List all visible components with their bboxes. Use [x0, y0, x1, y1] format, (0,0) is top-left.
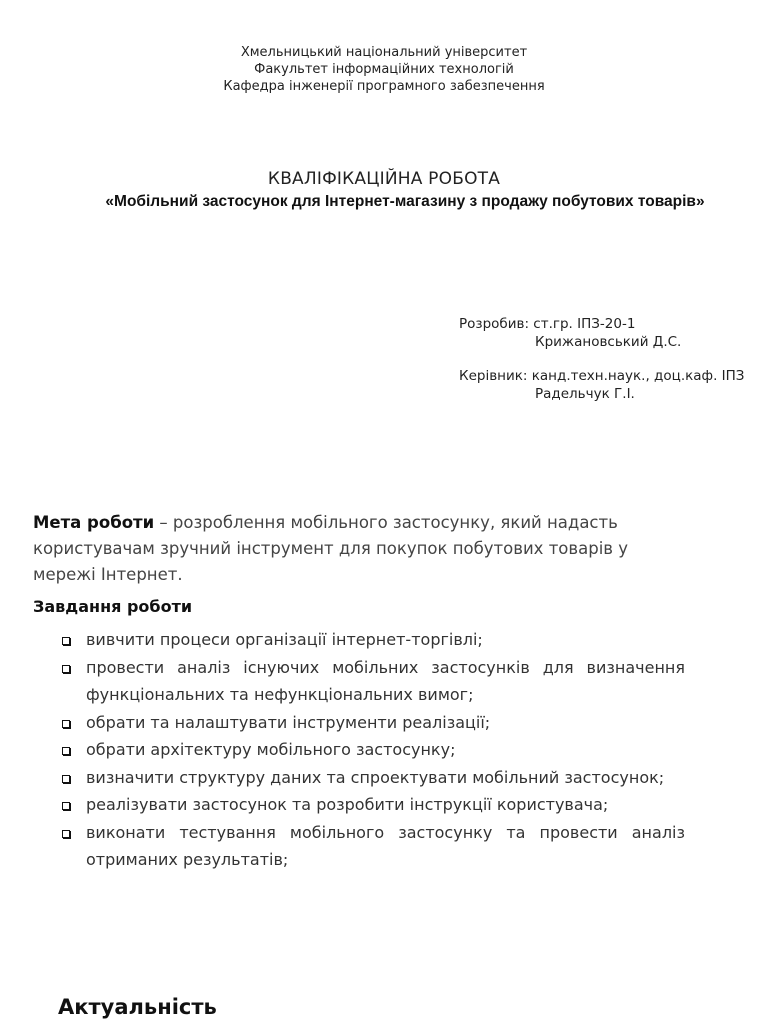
supervisor-name: Радельчук Г.І.	[535, 386, 635, 402]
department-name: Кафедра інженерії програмного забезпечення	[223, 79, 545, 94]
developer-line: Розробив: ст.гр. ІПЗ-20-1	[459, 316, 636, 332]
document-title: КВАЛІФІКАЦІЙНА РОБОТА	[267, 169, 501, 189]
task-text: реалізувати застосунок та розробити інструкції користувача;	[86, 795, 609, 814]
square-bullet-icon	[62, 830, 70, 838]
task-text: обрати архітектуру мобільного застосунку;	[86, 740, 456, 759]
square-bullet-icon	[62, 802, 70, 810]
task-text: виконати тестування мобільного застосунку та провести аналіз отриманих результатів;	[86, 822, 685, 869]
task-item	[62, 764, 685, 792]
document-subtitle: «Мобільний застосунок для Інтернет-магазину з продажу побутових товарів»	[105, 193, 705, 210]
university-name: Хмельницький національний університет	[240, 45, 528, 60]
goal-paragraph	[33, 510, 633, 588]
square-bullet-icon	[62, 637, 70, 645]
task-text: обрати та налаштувати інструменти реалізації;	[86, 712, 491, 732]
tasks-list	[62, 626, 685, 874]
tasks-title: Завдання роботи	[33, 597, 193, 616]
square-bullet-icon	[62, 775, 70, 783]
task-item	[62, 791, 685, 819]
square-bullet-icon	[62, 747, 70, 755]
supervisor-line: Керівник: канд.техн.наук., доц.каф. ІПЗ	[459, 368, 745, 384]
task-item	[62, 819, 685, 874]
developer-info	[459, 315, 681, 351]
supervisor-info	[459, 367, 744, 403]
task-text: вивчити процеси організації інтернет-торгівлі;	[86, 630, 483, 649]
developer-name: Крижановський Д.С.	[535, 334, 682, 350]
task-item	[62, 736, 685, 764]
goal-text: – розроблення мобільного застосунку, який надасть користувачам зручний інструмент для покупок побутових товарів у мережі Інтернет.	[33, 513, 629, 584]
square-bullet-icon	[62, 720, 70, 728]
faculty-name: Факультет інформаційних технологій	[254, 62, 514, 77]
task-item	[62, 626, 685, 654]
task-text: провести аналіз існуючих мобільних застосунків для визначення функціональних та нефункціональних вимог;	[86, 657, 685, 704]
goal-label: Мета роботи	[33, 513, 155, 532]
task-item	[62, 654, 685, 709]
square-bullet-icon	[62, 665, 70, 673]
institution-header	[0, 44, 768, 95]
section-heading-actuality: Актуальність	[58, 995, 217, 1019]
task-item	[62, 709, 685, 737]
task-text: визначити структуру даних та спроектувати мобільний застосунок;	[86, 767, 665, 787]
